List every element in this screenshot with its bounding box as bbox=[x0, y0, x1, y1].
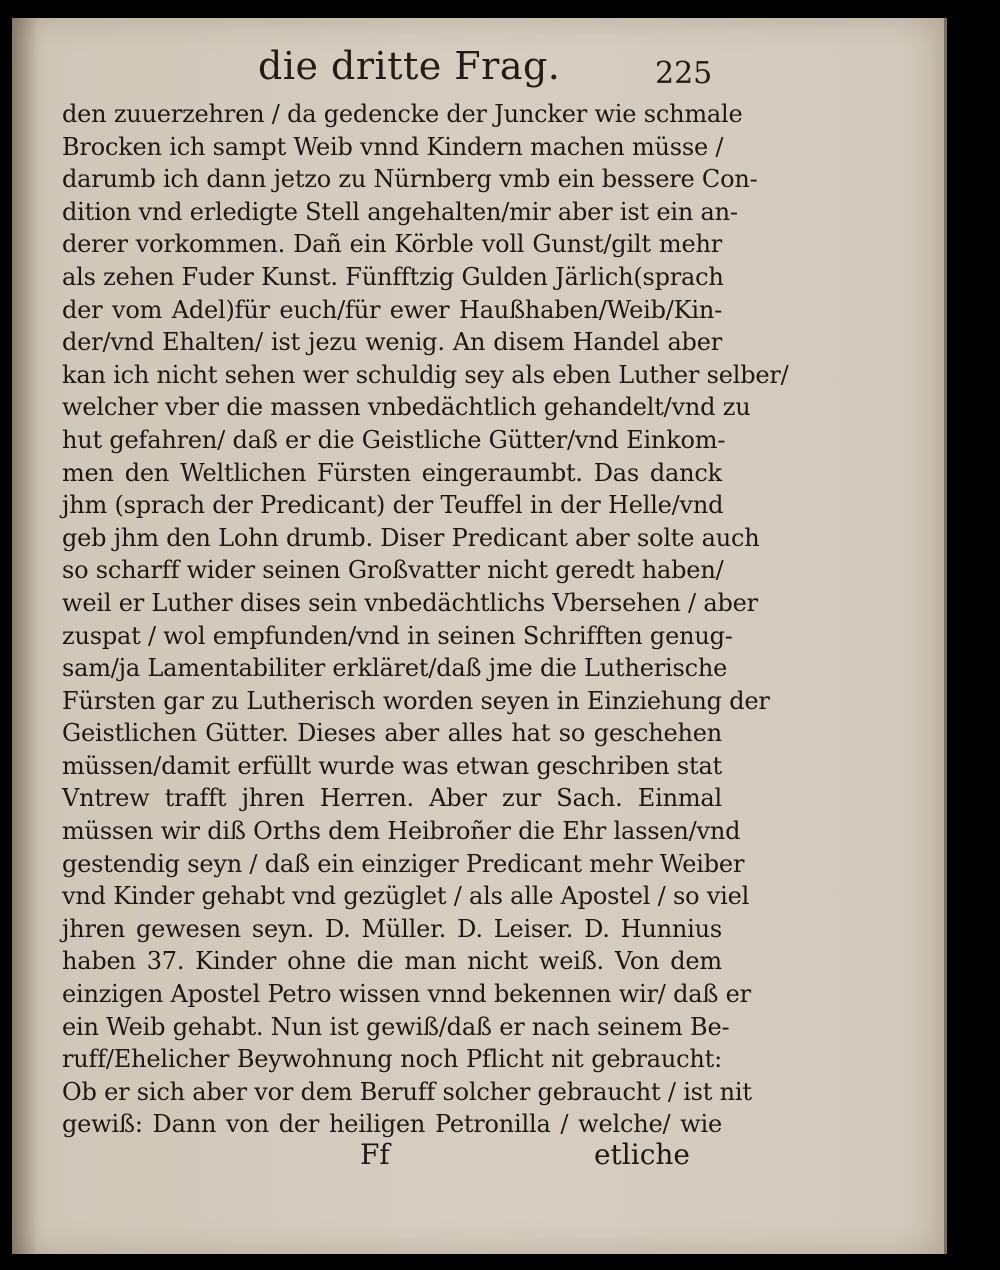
text-line: der vom Adel)für euch/für ewer Haußhaben/Weib/Kin- bbox=[62, 295, 722, 324]
text-line: Geistlichen Gütter. Dieses aber alles hat so geschehen bbox=[62, 719, 722, 748]
text-line: derer vorkommen. Dañ ein Körble voll Gunst/gilt mehr bbox=[62, 230, 722, 259]
page-edge bbox=[944, 18, 947, 1254]
text-line: hut gefahren/ daß er die Geistliche Gütter/vnd Einkom- bbox=[62, 425, 726, 454]
text-line: jhm (sprach der Predicant) der Teuffel in der Helle/vnd bbox=[62, 491, 724, 520]
text-line: haben 37. Kinder ohne die man nicht weiß. Von dem bbox=[62, 947, 722, 976]
text-line: geb jhm den Lohn drumb. Diser Predicant aber solte auch bbox=[62, 523, 760, 552]
text-line: welcher vber die massen vnbedächtlich gehandelt/vnd zu bbox=[62, 393, 751, 422]
running-head: die dritte Frag. bbox=[258, 44, 561, 88]
text-line: Fürsten gar zu Lutherisch worden seyen in Einziehung der bbox=[62, 686, 770, 715]
text-line: gewiß: Dann von der heiligen Petronilla / welche/ wie bbox=[62, 1110, 722, 1139]
text-line: zuspat / wol empfunden/vnd in seinen Schrifften genug- bbox=[62, 621, 733, 650]
text-line: den zuuerzehren / da gedencke der Juncker wie schmale bbox=[62, 100, 743, 128]
catchword: etliche bbox=[593, 1138, 690, 1171]
text-line: dition vnd erledigte Stell angehalten/mir aber ist ein an- bbox=[62, 197, 738, 226]
text-block bbox=[62, 98, 789, 1141]
signature-mark: Ff bbox=[360, 1138, 390, 1171]
page-footer bbox=[360, 1138, 690, 1171]
text-line: Ob er sich aber vor dem Beruff solcher gebraucht / ist nit bbox=[62, 1077, 752, 1106]
text-line: weil er Luther dises sein vnbedächtlichs Vbersehen / aber bbox=[62, 588, 758, 617]
text-line: müssen wir diß Orths dem Heibroñer die Ehr lassen/vnd bbox=[62, 817, 741, 846]
text-line: vnd Kinder gehabt vnd gezüglet / als alle Apostel / so viel bbox=[62, 882, 750, 911]
text-line: ein Weib gehabt. Nun ist gewiß/daß er nach seinem Be- bbox=[62, 1012, 730, 1041]
text-line: gestendig seyn / daß ein einziger Predicant mehr Weiber bbox=[62, 849, 745, 878]
spine-shadow bbox=[12, 18, 38, 1254]
text-line: sam/ja Lamentabiliter erkläret/daß jme die Lutherische bbox=[62, 654, 728, 683]
text-line: darumb ich dann jetzo zu Nürnberg vmb ein bessere Con- bbox=[62, 165, 758, 194]
text-line: so scharff wider seinen Großvatter nicht geredt haben/ bbox=[62, 556, 724, 585]
text-line: ruff/Ehelicher Beywohnung noch Pflicht nit gebraucht: bbox=[62, 1045, 722, 1074]
text-line: einzigen Apostel Petro wissen vnnd bekennen wir/ daß er bbox=[62, 980, 751, 1009]
text-line: men den Weltlichen Fürsten eingeraumbt. Das danck bbox=[62, 458, 722, 487]
text-line: jhren gewesen seyn. D. Müller. D. Leiser. D. Hunnius bbox=[62, 914, 722, 943]
text-line: kan ich nicht sehen wer schuldig sey als eben Luther selber/ bbox=[62, 360, 789, 389]
text-line: müssen/damit erfüllt wurde was etwan geschriben stat bbox=[62, 751, 722, 780]
text-line: Brocken ich sampt Weib vnnd Kindern machen müsse / bbox=[62, 132, 724, 161]
text-line: Vntrew trafft jhren Herren. Aber zur Sach. Einmal bbox=[62, 784, 722, 813]
text-line: als zehen Fuder Kunst. Fünfftzig Gulden Järlich(sprach bbox=[62, 262, 724, 291]
text-line: der/vnd Ehalten/ ist jezu wenig. An disem Handel aber bbox=[62, 328, 722, 357]
page-number: 225 bbox=[655, 56, 713, 91]
